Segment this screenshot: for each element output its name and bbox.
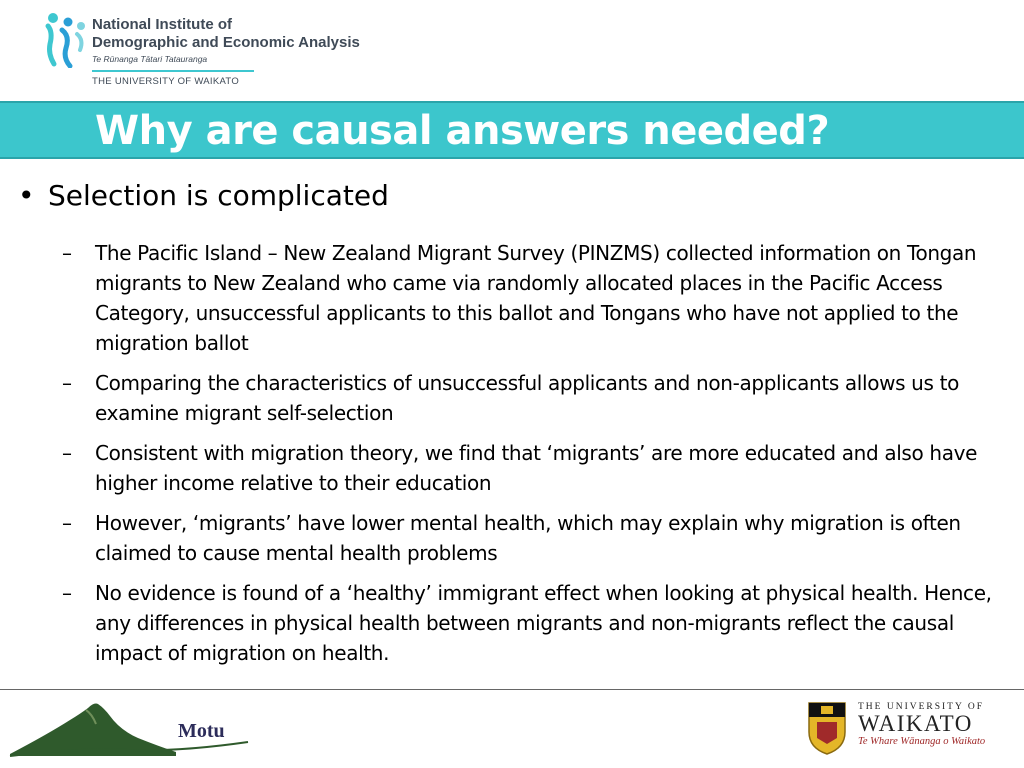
logo-divider (92, 70, 254, 72)
sub-bullet-list (62, 238, 992, 678)
sub-bullet-item (62, 578, 992, 668)
bullet-marker: • (18, 179, 35, 212)
footer-divider (0, 689, 1024, 690)
title-band (0, 101, 1024, 159)
sub-bullet-marker: – (62, 371, 72, 395)
waikato-line1: THE UNIVERSITY OF (858, 702, 985, 712)
sub-bullet-text: Comparing the characteristics of unsuccessful applicants and non-applicants allows us to examine migrant self-selection (95, 371, 959, 425)
org-maori-name: Te Rūnanga Tātari Tatauranga (92, 54, 208, 64)
waikato-wordmark: WAIKATO (858, 711, 973, 736)
sub-bullet-marker: – (62, 581, 72, 605)
waikato-logo (806, 700, 996, 758)
slide-title: Why are causal answers needed? (95, 108, 830, 154)
sub-bullet-item (62, 368, 992, 428)
waikato-maori-name: Te Whare Wānanga o Waikato (858, 736, 986, 747)
sub-bullet-item (62, 438, 992, 498)
motu-label: Motu (178, 720, 225, 742)
nidea-logo (44, 10, 384, 90)
nidea-figures-icon (44, 10, 88, 68)
sub-bullet-text: The Pacific Island – New Zealand Migrant Survey (PINZMS) collected information on Tongan migrants to New Zealand who came via randomly allocated places in the Pacific Access Category, unsuccessful applicants to this ballot and Tongans who have not applied to the migration ballot (95, 241, 977, 355)
sub-bullet-item (62, 238, 992, 358)
sub-bullet-text: However, ‘migrants’ have lower mental health, which may explain why migration is often claimed to cause mental health problems (95, 511, 961, 565)
org-name-line1: National Institute of (92, 16, 232, 33)
sub-bullet-marker: – (62, 441, 72, 465)
motu-logo (8, 694, 253, 760)
sub-bullet-text: No evidence is found of a ‘healthy’ immigrant effect when looking at physical health. Hence, any differences in physical health between migrants and non-migrants reflect the causal impact of migration on health. (95, 581, 992, 665)
university-crest-icon (806, 700, 848, 756)
sub-bullet-item (62, 508, 992, 568)
bullet-text: Selection is complicated (48, 179, 389, 212)
org-name-line2: Demographic and Economic Analysis (92, 34, 360, 51)
sub-bullet-marker: – (62, 241, 72, 265)
org-university: THE UNIVERSITY OF WAIKATO (92, 76, 240, 87)
sub-bullet-text: Consistent with migration theory, we find that ‘migrants’ are more educated and also have higher income relative to their education (95, 441, 978, 495)
sub-bullet-marker: – (62, 511, 72, 535)
